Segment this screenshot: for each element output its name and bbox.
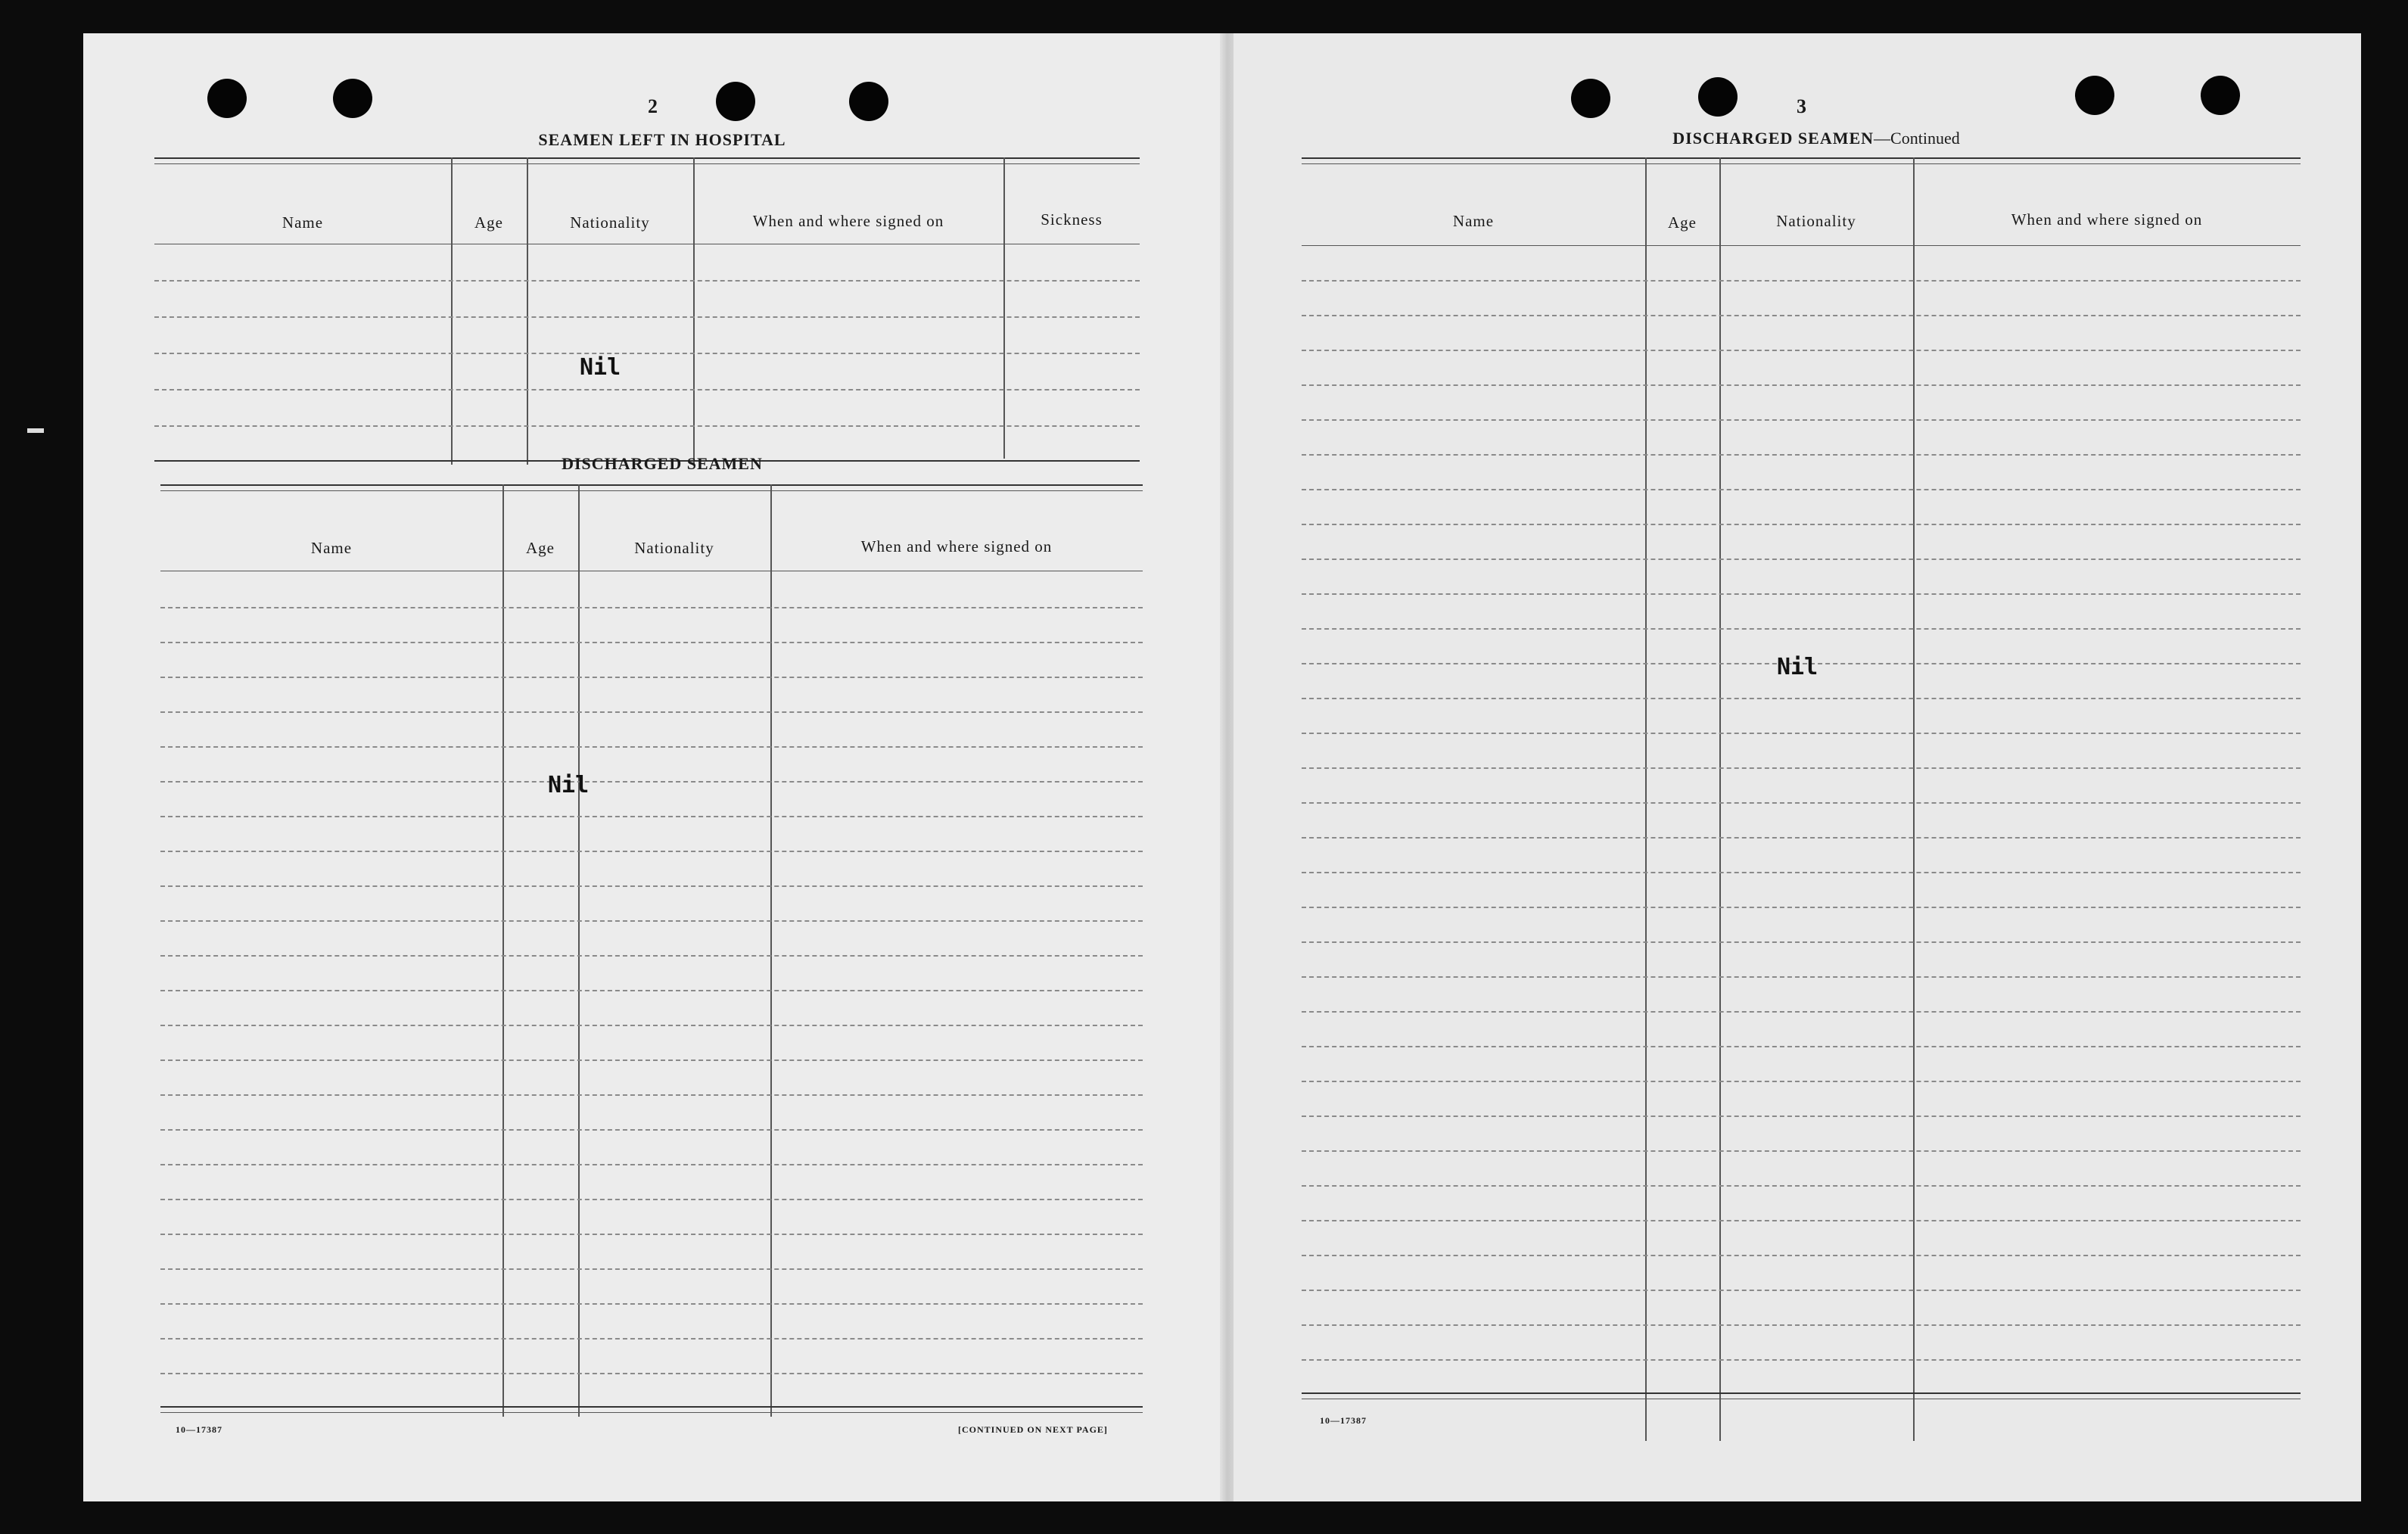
right-page [1234, 33, 2361, 1501]
discharged-continued-title [1514, 129, 2119, 148]
binder-hole [333, 79, 372, 118]
binder-hole [716, 82, 755, 121]
column-header-nationality: Nationality [570, 213, 650, 232]
column-header-sickness: Sickness [1041, 210, 1103, 229]
nil-entry: Nil [1777, 654, 1818, 680]
continued-note: [CONTINUED ON NEXT PAGE] [958, 1424, 1108, 1435]
nil-entry: Nil [580, 354, 621, 381]
hospital-table [154, 157, 1140, 465]
binder-hole [2201, 76, 2240, 115]
binder-hole [1698, 77, 1738, 117]
discharged-section-title: DISCHARGED SEAMEN [562, 454, 763, 473]
page-number: 2 [648, 95, 658, 117]
discharged-continued-table [1302, 157, 2301, 1441]
binder-hole [2075, 76, 2114, 115]
binder-hole [1571, 79, 1610, 118]
binder-hole [207, 79, 247, 118]
column-header-age: Age [526, 539, 555, 557]
form-number: 10—17387 [176, 1424, 222, 1435]
column-header-age: Age [474, 213, 503, 232]
column-header-age: Age [1668, 213, 1697, 232]
page-number: 3 [1797, 95, 1807, 117]
hospital-section-title: SEAMEN LEFT IN HOSPITAL [538, 130, 786, 149]
column-header-when-where: When and where signed on [752, 212, 944, 230]
scan-artifact [27, 428, 44, 433]
column-header-when-where: When and where signed on [2011, 210, 2203, 229]
discharged-table [160, 484, 1143, 1417]
left-page [83, 33, 1226, 1501]
title-suffix: —Continued [1874, 129, 1960, 148]
title-text: DISCHARGED SEAMEN [1672, 129, 1874, 148]
binder-hole [849, 82, 888, 121]
column-header-nationality: Nationality [634, 539, 714, 557]
column-header-name: Name [310, 539, 353, 557]
column-header-name: Name [1452, 212, 1495, 230]
column-header-nationality: Nationality [1776, 212, 1856, 230]
form-number: 10—17387 [1320, 1415, 1367, 1426]
nil-entry: Nil [548, 772, 590, 798]
column-header-name: Name [282, 213, 324, 232]
column-header-when-where: When and where signed on [860, 537, 1053, 555]
